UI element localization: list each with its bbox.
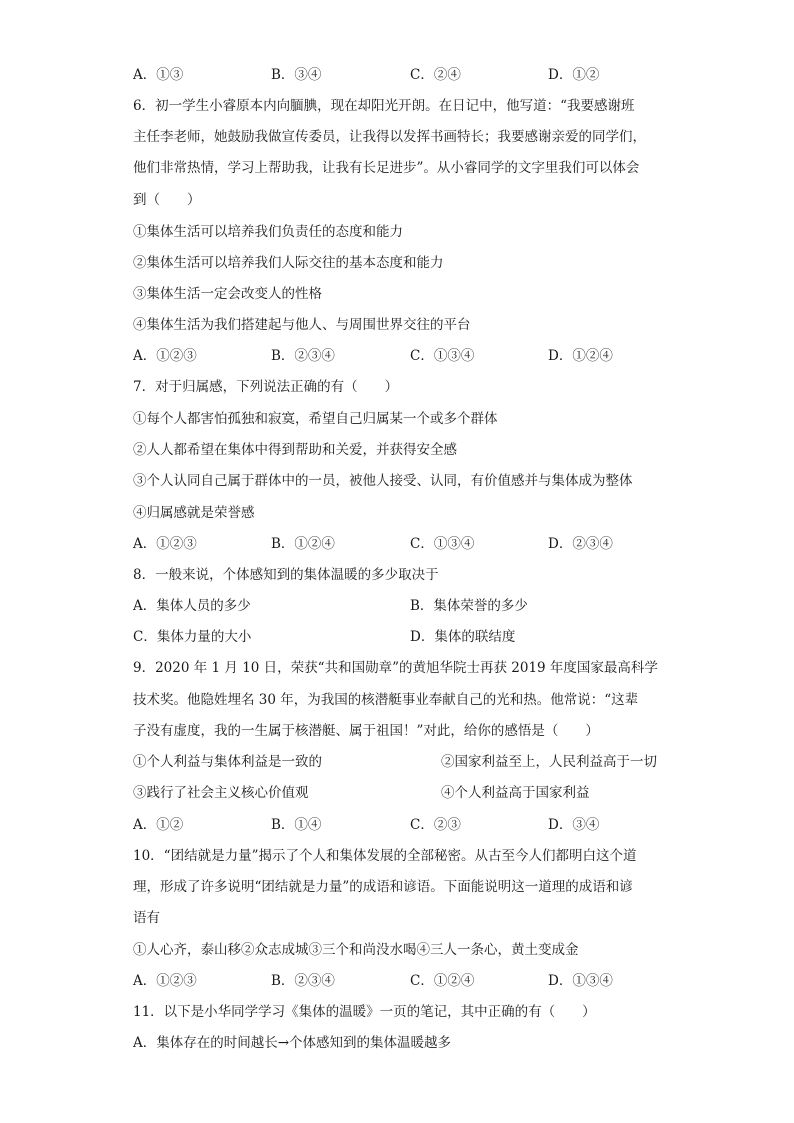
q5-options bbox=[133, 65, 673, 85]
q8-stem: 8．一般来说，个体感知到的集体温暖的多少取决于 bbox=[133, 567, 439, 583]
q10-stem-line-2: 理，形成了许多说明“团结就是力量”的成语和谚语。下面能说明这一道理的成语和谚 bbox=[133, 879, 633, 895]
q6-stem-line-3: 他们非常热情，学习上帮助我，让我有长足进步”。从小睿同学的文字里我们可以体会 bbox=[133, 160, 640, 176]
q11-stem: 11．以下是小华同学学习《集体的温暖》一页的笔记，其中正确的有（ ） bbox=[133, 1004, 596, 1020]
q7-statement-2: ②人人都希望在集体中得到帮助和关爱，并获得安全感 bbox=[133, 442, 457, 458]
q6-option-b[interactable]: B．②③④ bbox=[271, 348, 335, 364]
q6-statement-2: ②集体生活可以培养我们人际交往的基本态度和能力 bbox=[133, 255, 444, 271]
q9-option-a[interactable]: A．①② bbox=[133, 817, 184, 833]
q10-statement: ①人心齐，泰山移②众志成城③三个和尚没水喝④三人一条心，黄土变成金 bbox=[133, 942, 579, 958]
q9-options bbox=[133, 815, 673, 835]
q6-statement-4: ④集体生活为我们搭建起与他人、与周围世界交往的平台 bbox=[133, 317, 471, 333]
q6-option-d[interactable]: D．①②④ bbox=[548, 348, 613, 364]
q8-option-d[interactable]: D．集体的联结度 bbox=[410, 629, 516, 645]
q10-options bbox=[133, 971, 673, 991]
q7-option-d[interactable]: D．②③④ bbox=[548, 536, 613, 552]
q8-option-c[interactable]: C．集体力量的大小 bbox=[133, 629, 252, 645]
q7-stem: 7．对于归属感，下列说法正确的有（ ） bbox=[133, 379, 399, 395]
q9-statements-row-2 bbox=[133, 783, 673, 803]
q6-option-c[interactable]: C．①③④ bbox=[410, 348, 475, 364]
q7-statement-1: ①每个人都害怕孤独和寂寞，希望自己归属某一个或多个群体 bbox=[133, 411, 498, 427]
q6-statement-1: ①集体生活可以培养我们负责任的态度和能力 bbox=[133, 224, 403, 240]
q10-option-b[interactable]: B．②③④ bbox=[271, 973, 335, 989]
q10-stem-line-1: 10．“团结就是力量”揭示了个人和集体发展的全部秘密。从古至今人们都明白这个道 bbox=[133, 848, 637, 864]
q8-option-b[interactable]: B．集体荣誉的多少 bbox=[410, 598, 528, 614]
q7-option-b[interactable]: B．①②④ bbox=[271, 536, 335, 552]
q6-stem-line-1: 6．初一学生小睿原本内向腼腆，现在却阳光开朗。在日记中，他写道：“我要感谢班 bbox=[133, 98, 635, 114]
q7-statement-4: ④归属感就是荣誉感 bbox=[133, 505, 255, 521]
q10-option-a[interactable]: A．①②③ bbox=[133, 973, 197, 989]
q5-option-c[interactable]: C．②④ bbox=[410, 67, 461, 83]
q5-option-a[interactable]: A．①③ bbox=[133, 67, 184, 83]
q6-statement-3: ③集体生活一定会改变人的性格 bbox=[133, 286, 322, 302]
q9-option-c[interactable]: C．②③ bbox=[410, 817, 461, 833]
q9-statement-1: ①个人利益与集体利益是一致的 bbox=[133, 754, 322, 770]
q6-stem-line-2: 主任李老师，她鼓励我做宣传委员，让我得以发挥书画特长；我要感谢亲爱的同学们， bbox=[133, 129, 646, 145]
q7-statement-3: ③个人认同自己属于群体中的一员，被他人接受、认同，有价值感并与集体成为整体 bbox=[133, 473, 633, 489]
q9-stem-line-3: 子没有虚度，我的一生属于核潜艇、属于祖国！”对此，给你的感悟是（ ） bbox=[133, 723, 599, 739]
q9-statement-4: ④个人利益高于国家利益 bbox=[441, 785, 590, 801]
q5-option-b[interactable]: B．③④ bbox=[271, 67, 322, 83]
q8-options-row-1 bbox=[133, 596, 673, 616]
q11-option-a[interactable]: A．集体存在的时间越长→个体感知到的集体温暖越多 bbox=[133, 1035, 452, 1051]
q9-statements-row-1 bbox=[133, 752, 673, 772]
q7-options bbox=[133, 534, 673, 554]
q6-stem-line-4: 到（ ） bbox=[133, 192, 201, 208]
q9-stem-line-1: 9．2020 年 1 月 10 日，荣获“共和国勋章”的黄旭华院士再获 2019 年度国家最高科学 bbox=[133, 660, 658, 676]
q9-option-d[interactable]: D．③④ bbox=[548, 817, 600, 833]
q10-stem-line-3: 语有 bbox=[133, 910, 160, 926]
q7-option-a[interactable]: A．①②③ bbox=[133, 536, 197, 552]
q9-statement-3: ③践行了社会主义核心价值观 bbox=[133, 785, 309, 801]
q10-option-c[interactable]: C．①②④ bbox=[410, 973, 475, 989]
q5-option-d[interactable]: D．①② bbox=[548, 67, 600, 83]
q6-options bbox=[133, 346, 673, 366]
q6-option-a[interactable]: A．①②③ bbox=[133, 348, 197, 364]
q8-options-row-2 bbox=[133, 627, 673, 647]
q9-option-b[interactable]: B．①④ bbox=[271, 817, 322, 833]
q8-option-a[interactable]: A．集体人员的多少 bbox=[133, 598, 251, 614]
q9-statement-2: ②国家利益至上，人民利益高于一切 bbox=[441, 754, 657, 770]
q9-stem-line-2: 技术奖。他隐姓埋名 30 年，为我国的核潜艇事业奉献自己的光和热。他常说：“这辈 bbox=[133, 692, 639, 708]
q7-option-c[interactable]: C．①③④ bbox=[410, 536, 475, 552]
q10-option-d[interactable]: D．①③④ bbox=[548, 973, 613, 989]
